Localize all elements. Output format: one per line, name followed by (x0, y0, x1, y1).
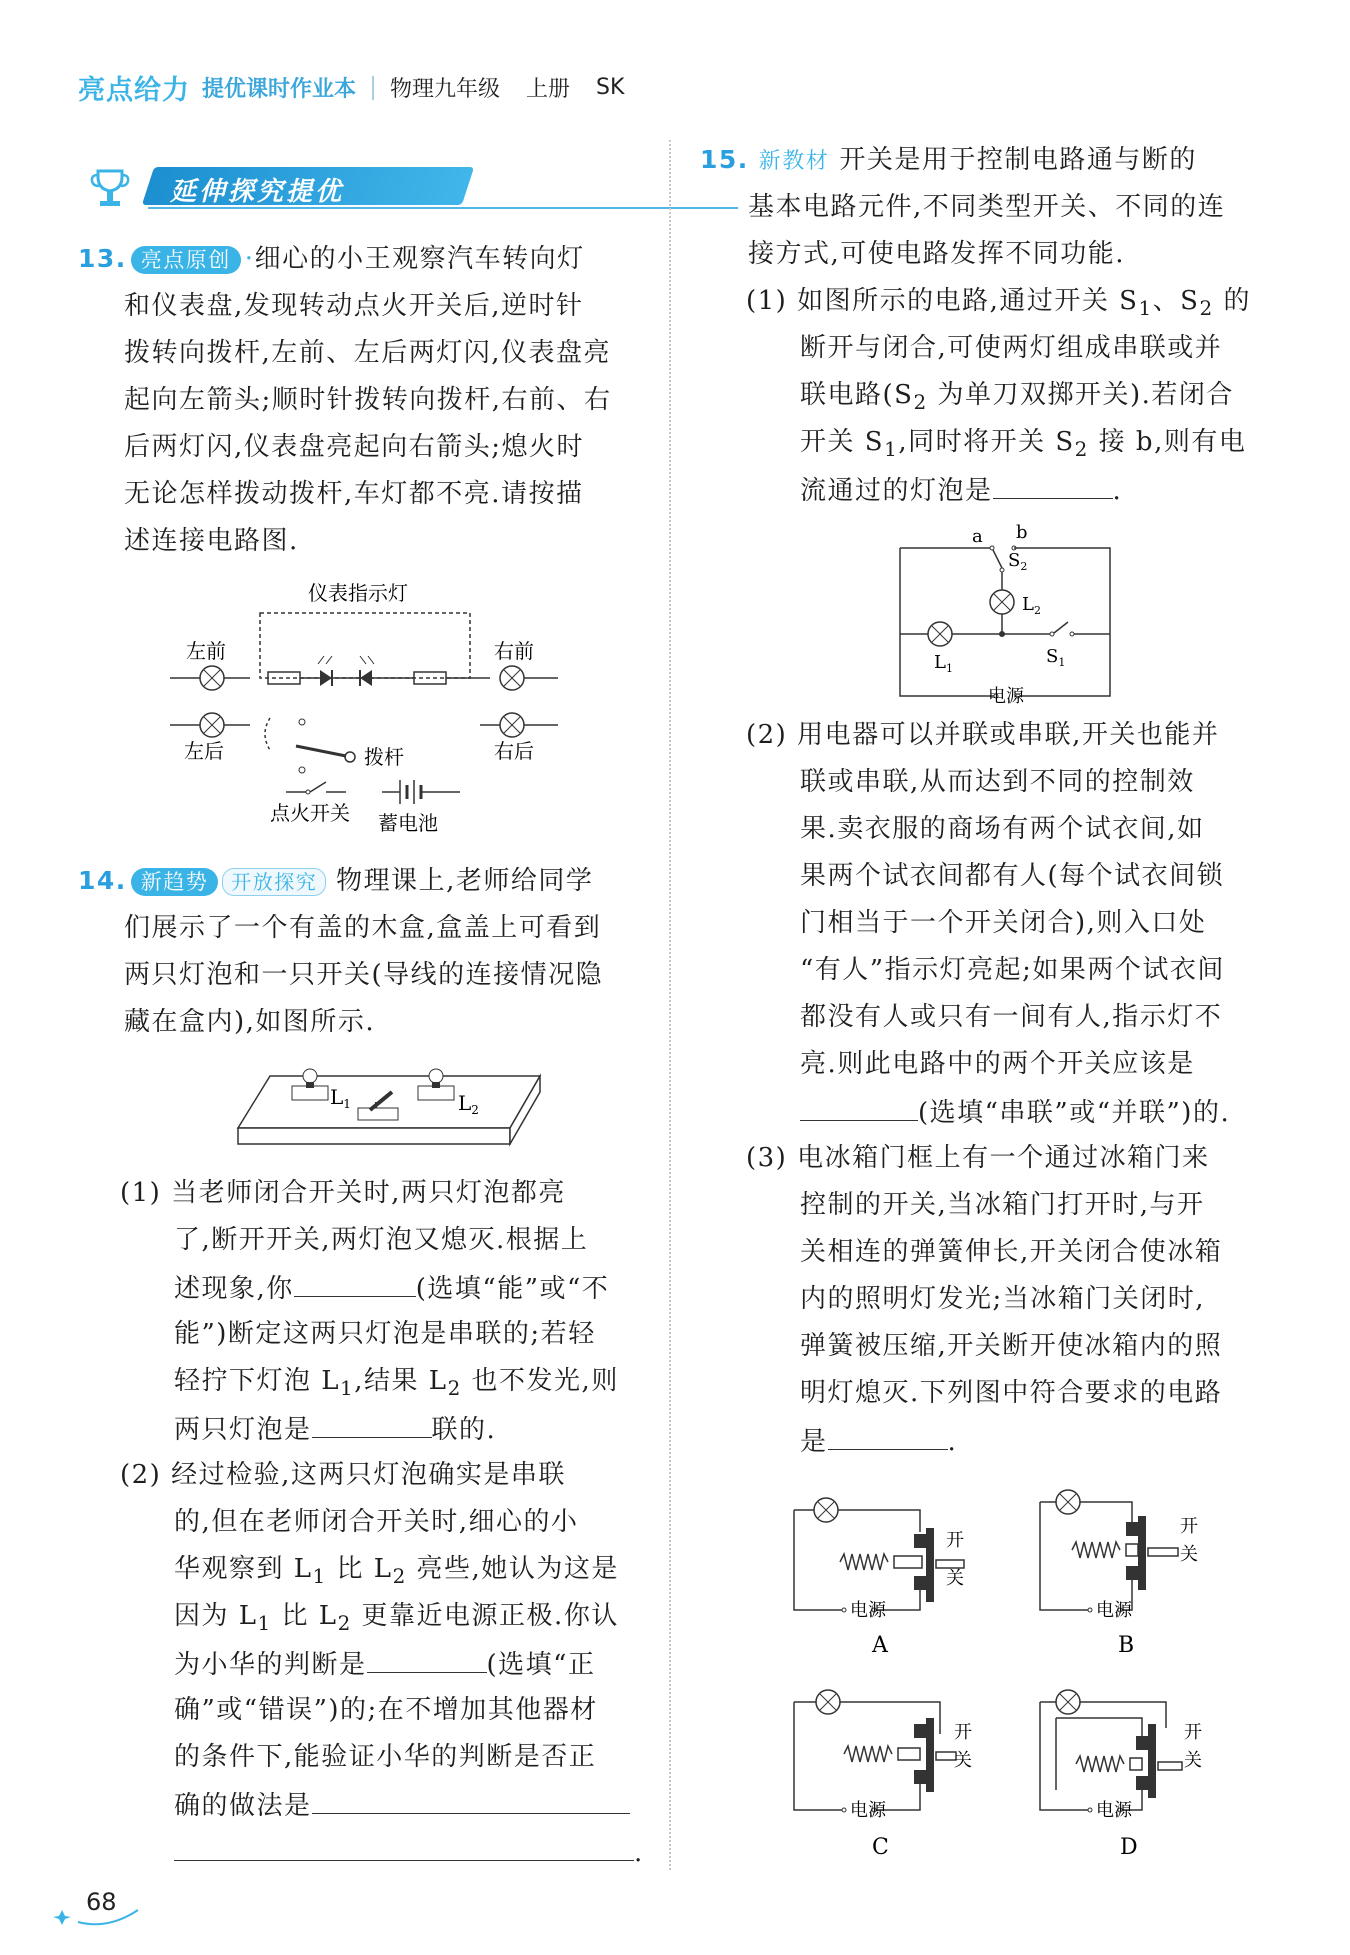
q13-line-1: 13. 亮点原创 ·细心的小王观察汽车转向灯 (78, 244, 585, 274)
svg-text:电源: 电源 (1096, 1800, 1132, 1821)
q14-line-1: 14. 新趋势 开放探究 物理课上,老师给同学 (78, 866, 594, 896)
option-c-circuit (794, 1690, 972, 1860)
q13-line-2: 和仪表盘,发现转动点火开关后,逆时针 (124, 291, 584, 321)
q15-p1-line-2: 断开与闭合,可使两灯组成串联或并 (800, 333, 1223, 363)
section-title: 延伸探究提优 (170, 177, 345, 207)
option-a-circuit (794, 1498, 964, 1658)
q14-p2-line-9: . (174, 1836, 644, 1868)
lamp-l1-symbol (928, 622, 952, 646)
rear-left-label: 左后 (184, 739, 224, 763)
rear-right-label: 右后 (494, 739, 534, 763)
svg-text:电源: 电源 (850, 1800, 886, 1821)
svg-text:关: 关 (954, 1750, 972, 1771)
q15-p3-line-5: 弹簧被压缩,开关断开使冰箱内的照 (800, 1331, 1223, 1361)
q13-line-7: 述连接电路图. (124, 526, 299, 556)
q15-p1-line-4: 开关 $S_1$,同时将开关 $S_2$ 接 b,则有电 (800, 427, 1247, 462)
q14-p1-blank-2[interactable] (312, 1413, 432, 1438)
q15-line-3: 接方式,可使电路发挥不同功能. (748, 239, 1126, 269)
front-left-label: 左前 (186, 639, 226, 663)
q14-p2-blank-2[interactable] (312, 1789, 630, 1814)
option-c-lamp-icon (816, 1690, 840, 1714)
power-source-label: 电源 (988, 686, 1024, 707)
svg-text:开: 开 (1180, 1516, 1198, 1537)
q15-p3-line-1: (3) 电冰箱门框上有一个通过冰箱门来 (746, 1143, 1210, 1173)
s2-label: $S_2$ (1008, 550, 1028, 573)
q14-p2-blank-3[interactable] (174, 1836, 634, 1861)
svg-text:电源: 电源 (850, 1600, 886, 1621)
q14-tag-trend: 新趋势 (131, 868, 219, 896)
q13-number: 13. (78, 244, 127, 273)
brand-logo: 亮点给力 (78, 75, 190, 106)
q14-p1-line-4: 能”)断定这两只灯泡是串联的;若轻 (174, 1319, 596, 1349)
q14-p2-line-7: 的条件下,能验证小华的判断是否正 (174, 1742, 597, 1772)
option-c-label: C (872, 1835, 889, 1860)
l1-circuit-label: $L_1$ (934, 652, 953, 675)
q15-p3-line-7: 是 . (800, 1427, 958, 1457)
s1-label: $S_1$ (1046, 646, 1066, 669)
front-right-lamp (500, 666, 524, 690)
q15-p1-line-5: 流通过的灯泡是 . (800, 476, 1123, 506)
q15-p1-blank[interactable] (993, 474, 1113, 499)
header-divider (372, 76, 374, 100)
banner-underline (148, 207, 738, 209)
q14-box-figure (230, 1058, 550, 1168)
option-a-lamp-icon (814, 1498, 838, 1522)
series-title: 提优课时作业本 (202, 77, 357, 102)
q15-line-2: 基本电路元件,不同类型开关、不同的连 (748, 192, 1226, 222)
q15-p1-line-1: (1) 如图所示的电路,通过开关 $S_1$、$S_2$ 的 (746, 286, 1251, 321)
switch-s2-symbol (993, 550, 1004, 572)
q15-p1-line-3: 联电路($S_2$ 为单刀双掷开关).若闭合 (800, 380, 1234, 415)
option-a-label: A (872, 1633, 888, 1658)
q15-p2-line-6: “有人”指示灯亮起;如果两个试衣间 (800, 955, 1225, 985)
q13-line-5: 后两灯闪,仪表盘亮起向右箭头;熄火时 (124, 432, 585, 462)
switch-s1-symbol (1050, 622, 1074, 636)
option-b-circuit (1040, 1490, 1198, 1658)
q15-p3-line-3: 关相连的弹簧伸长,开关闭合使冰箱 (800, 1237, 1223, 1267)
battery-label: 蓄电池 (378, 811, 438, 835)
q14-p1-line-5: 轻拧下灯泡 $L_1$,结果 $L_2$ 也不发光,则 (174, 1366, 619, 1401)
q13-figure (160, 570, 580, 850)
q14-p2-line-5: 为小华的判断是 (选填“正 (174, 1650, 596, 1680)
svg-text:电源: 电源 (1096, 1600, 1132, 1621)
front-left-lamp (200, 666, 224, 690)
q15-circuit-1 (890, 520, 1130, 710)
volume-label: 上册 (526, 77, 571, 102)
q15-p2-line-8: 亮.则此电路中的两个开关应该是 (800, 1049, 1195, 1079)
q14-p2-line-2: 的,但在老师闭合开关时,细心的小 (174, 1507, 579, 1537)
ignition-label: 点火开关 (270, 801, 350, 825)
terminal-a-label: a (972, 526, 983, 547)
led-left (318, 656, 332, 686)
box-front (238, 1128, 510, 1144)
panel-box (260, 613, 470, 678)
q15-p2-line-7: 都没有人或只有一间有人,指示灯不 (800, 1002, 1223, 1032)
q14-p1-blank-1[interactable] (294, 1272, 416, 1297)
l1-label: $L_1$ (330, 1085, 351, 1111)
q14-p1-line-3: 述现象,你 (选填“能”或“不 (174, 1274, 610, 1304)
q14-p1-line-2: 了,断开开关,两灯泡又熄灭.根据上 (174, 1225, 589, 1255)
q15-p2-line-4: 果两个试衣间都有人(每个试衣间锁 (800, 861, 1225, 891)
q15-line-1: 15. 新教材 开关是用于控制电路通与断的 (700, 145, 1197, 175)
edition-label: SK (596, 75, 625, 100)
svg-text:开: 开 (1184, 1722, 1202, 1743)
rear-left-lamp (200, 713, 224, 737)
trophy-icon (88, 167, 132, 211)
svg-text:开: 开 (954, 1722, 972, 1743)
q15-p2-line-3: 果.卖衣服的商场有两个试衣间,如 (800, 814, 1205, 844)
q15-option-circuits (780, 1480, 1280, 1900)
battery-symbol (382, 780, 460, 804)
lamp-l2-symbol (990, 590, 1014, 614)
option-d-lamp-icon (1056, 1690, 1080, 1714)
option-d-label: D (1120, 1835, 1138, 1860)
option-b-lamp-icon (1056, 1490, 1080, 1514)
q14-p2-line-6: 确”或“错误”)的;在不增加其他器材 (174, 1695, 598, 1725)
led-right (360, 656, 374, 686)
q15-tag: 新教材 (758, 149, 830, 174)
page-header (78, 68, 650, 107)
svg-text:关: 关 (1180, 1544, 1198, 1565)
q13-line-6: 无论怎样拨动拨杆,车灯都不亮.请按描 (124, 479, 584, 509)
q14-number: 14. (78, 866, 127, 895)
front-right-label: 右前 (494, 639, 534, 663)
q13-line-4: 起向左箭头;顺时针拨转向拨杆,右前、右 (124, 385, 612, 415)
panel-label: 仪表指示灯 (308, 581, 408, 605)
lever-label: 拨杆 (364, 745, 404, 769)
q13-line-3: 拨转向拨杆,左前、左后两灯闪,仪表盘亮 (124, 338, 612, 368)
q14-line-4: 藏在盒内),如图所示. (124, 1007, 376, 1037)
q14-p2-line-1: (2) 经过检验,这两只灯泡确实是串联 (120, 1460, 566, 1490)
q15-p3-line-2: 控制的开关,当冰箱门打开时,与开 (800, 1190, 1205, 1220)
page-number: 68 (86, 1888, 117, 1916)
svg-text:关: 关 (1184, 1750, 1202, 1771)
terminal-b-label: b (1016, 522, 1028, 543)
column-divider (669, 140, 671, 1870)
l2-circuit-label: $L_2$ (1022, 594, 1041, 617)
q13-tag: 亮点原创 (131, 246, 241, 274)
q15-p3-line-6: 明灯熄灭.下列图中符合要求的电路 (800, 1378, 1223, 1408)
q14-p1-line-6: 两只灯泡是 联的. (174, 1415, 497, 1445)
rear-right-lamp (500, 713, 524, 737)
l2-label: $L_2$ (458, 1091, 479, 1117)
option-b-label: B (1118, 1633, 1135, 1658)
svg-text:关: 关 (946, 1568, 964, 1589)
q15-p2-blank[interactable] (800, 1096, 918, 1121)
turn-lever (265, 718, 355, 773)
q15-p3-line-4: 内的照明灯发光;当冰箱门关闭时, (800, 1284, 1206, 1314)
q14-line-3: 两只灯泡和一只开关(导线的连接情况隐 (124, 960, 604, 990)
q14-tag-open: 开放探究 (222, 868, 326, 896)
q14-line-2: 们展示了一个有盖的木盒,盒盖上可看到 (124, 913, 602, 943)
q14-p2-blank-1[interactable] (367, 1648, 487, 1673)
q15-p3-blank[interactable] (828, 1425, 948, 1450)
subject-label: 物理九年级 (390, 77, 501, 102)
svg-text:开: 开 (946, 1530, 964, 1551)
q14-p2-line-3: 华观察到 $L_1$ 比 $L_2$ 亮些,她认为这是 (174, 1554, 619, 1589)
q14-p2-line-8: 确的做法是 (174, 1789, 630, 1821)
q15-number: 15. (700, 145, 749, 174)
q14-p2-line-4: 因为 $L_1$ 比 $L_2$ 更靠近电源正极.你认 (174, 1601, 619, 1636)
section-banner (88, 165, 654, 211)
q15-p2-line-5: 门相当于一个开关闭合),则入口处 (800, 908, 1207, 938)
q15-p2-line-1: (2) 用电器可以并联或串联,开关也能并 (746, 720, 1220, 750)
q15-p2-line-2: 联或串联,从而达到不同的控制效 (800, 767, 1195, 797)
q14-p1-line-1: (1) 当老师闭合开关时,两只灯泡都亮 (120, 1178, 566, 1208)
option-d-circuit (1040, 1690, 1202, 1860)
q15-p2-line-9: (选填“串联”或“并联”)的. (800, 1096, 1230, 1128)
ignition-switch-symbol (286, 782, 346, 794)
